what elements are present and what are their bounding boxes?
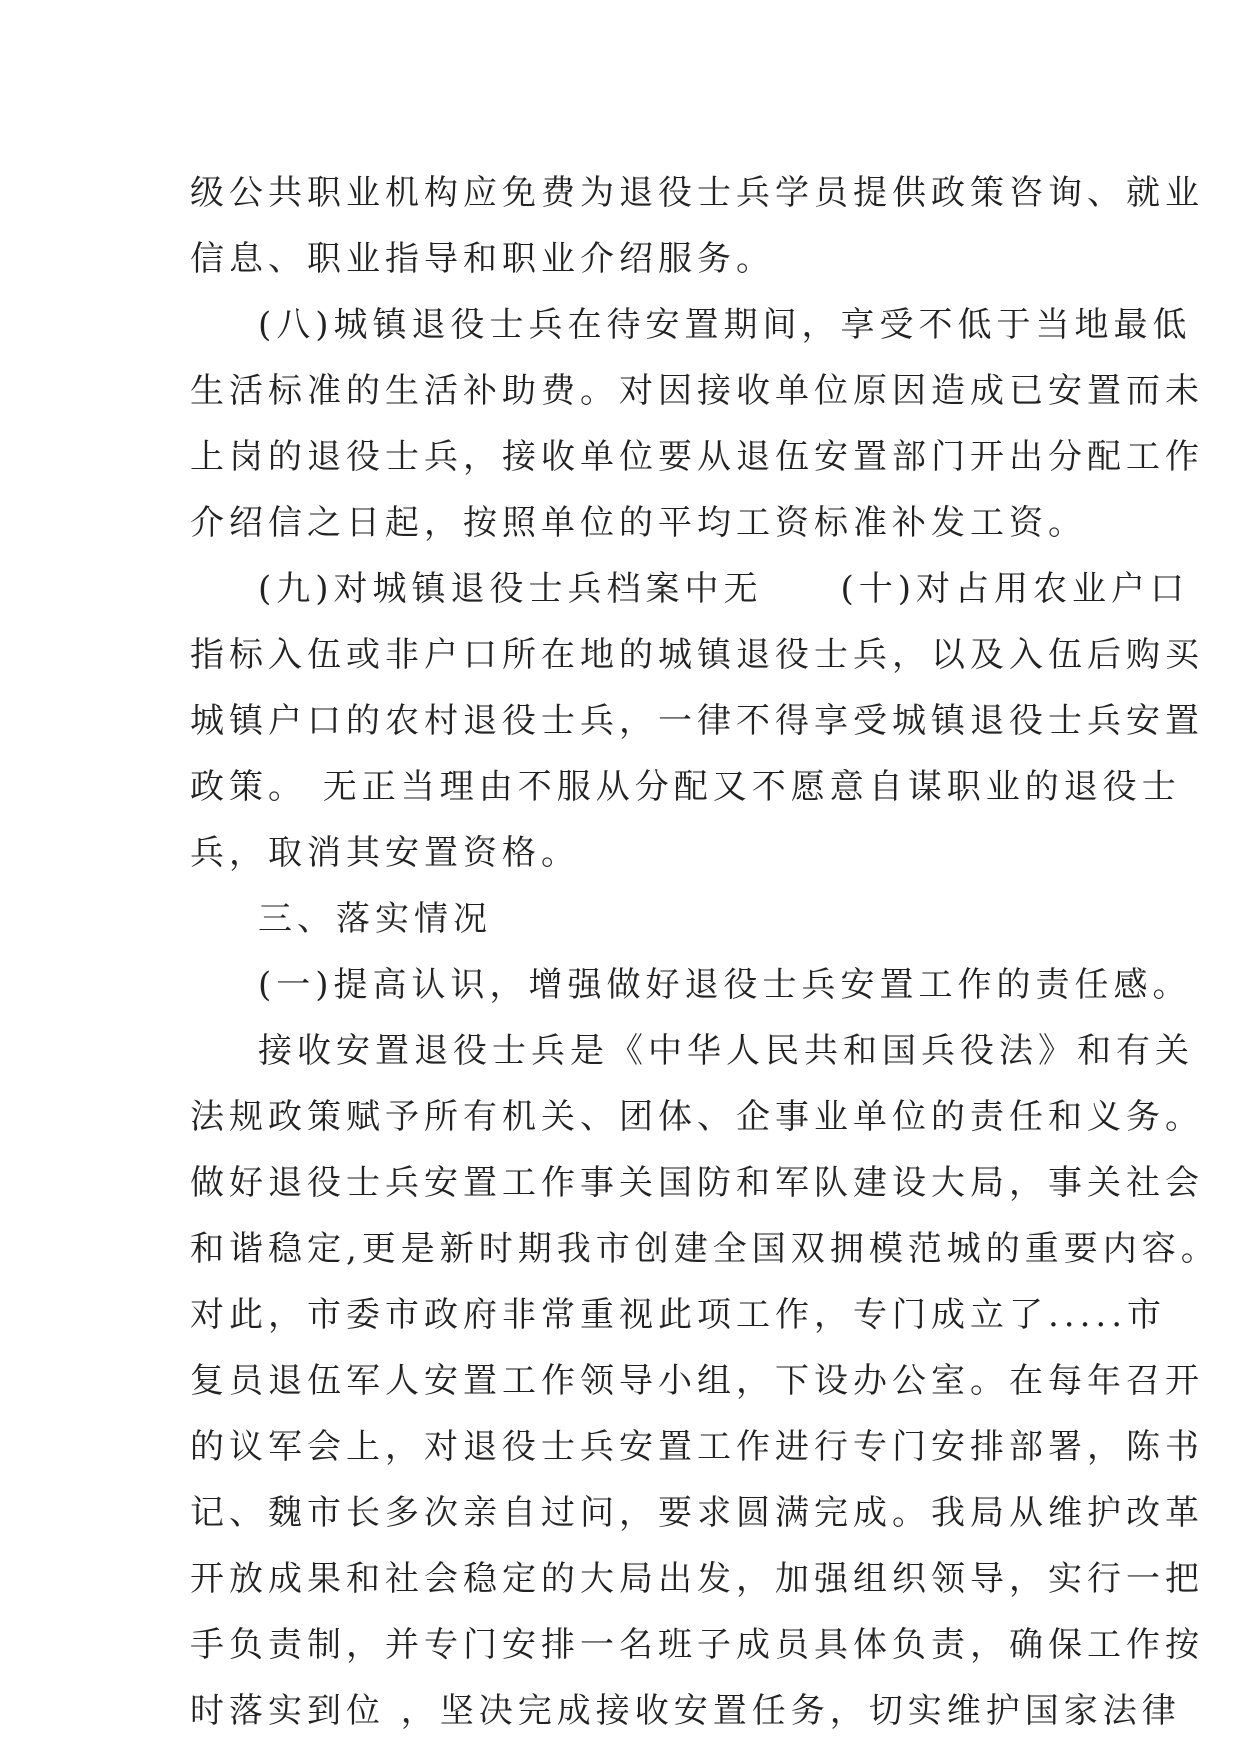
text-line: 指标入伍或非户口所在地的城镇退役士兵，以及入伍后购买: [190, 635, 1204, 675]
text-line: (一)提高认识，增强做好退役士兵安置工作的责任感。: [258, 965, 1192, 1005]
text-line: 做好退役士兵安置工作事关国防和军队建设大局，事关社会: [190, 1163, 1204, 1203]
text-line: 手负责制，并专门安排一名班子成员具体负责，确保工作按: [190, 1625, 1204, 1665]
text-line: 记、魏市长多次亲自过问，要求圆满完成。我局从维护改革: [190, 1493, 1204, 1533]
text-line: 开放成果和社会稳定的大局出发，加强组织领导，实行一把: [190, 1559, 1204, 1599]
text-line: (九)对城镇退役士兵档案中无 (十)对占用农业户口: [258, 569, 1190, 609]
text-line: 城镇户口的农村退役士兵，一律不得享受城镇退役士兵安置: [190, 701, 1204, 741]
text-line: 兵，取消其安置资格。: [190, 833, 580, 873]
text-line: 信息、职业指导和职业介绍服务。: [190, 239, 775, 279]
document-body: [190, 160, 1220, 1744]
text-line: 政策。 无正当理由不服从分配又不愿意自谋职业的退役士: [190, 767, 1181, 807]
text-line: 的议军会上，对退役士兵安置工作进行专门安排部署，陈书: [190, 1427, 1204, 1467]
text-line: 时落实到位 ，坚决完成接收安置任务，切实维护国家法律: [190, 1691, 1181, 1731]
text-line: 法规政策赋予所有机关、团体、企事业单位的责任和义务。: [190, 1097, 1204, 1137]
text-line: 对此，市委市政府非常重视此项工作，专门成立了.....市: [190, 1295, 1167, 1335]
text-line: 复员退伍军人安置工作领导小组，下设办公室。在每年召开: [190, 1361, 1204, 1401]
text-line: 接收安置退役士兵是《中华人民共和国兵役法》和有关: [258, 1031, 1194, 1071]
text-line: 介绍信之日起，按照单位的平均工资标准补发工资。: [190, 503, 1087, 543]
text-line: 三、落实情况: [258, 899, 492, 939]
text-line: (八)城镇退役士兵在待安置期间，享受不低于当地最低: [258, 305, 1192, 345]
text-line: 级公共职业机构应免费为退役士兵学员提供政策咨询、就业: [190, 173, 1204, 213]
text-line: 生活标准的生活补助费。对因接收单位原因造成已安置而未: [190, 371, 1204, 411]
text-line: 和谐稳定,更是新时期我市创建全国双拥模范城的重要内容。: [190, 1229, 1220, 1269]
text-line: 上岗的退役士兵，接收单位要从退伍安置部门开出分配工作: [190, 437, 1204, 477]
